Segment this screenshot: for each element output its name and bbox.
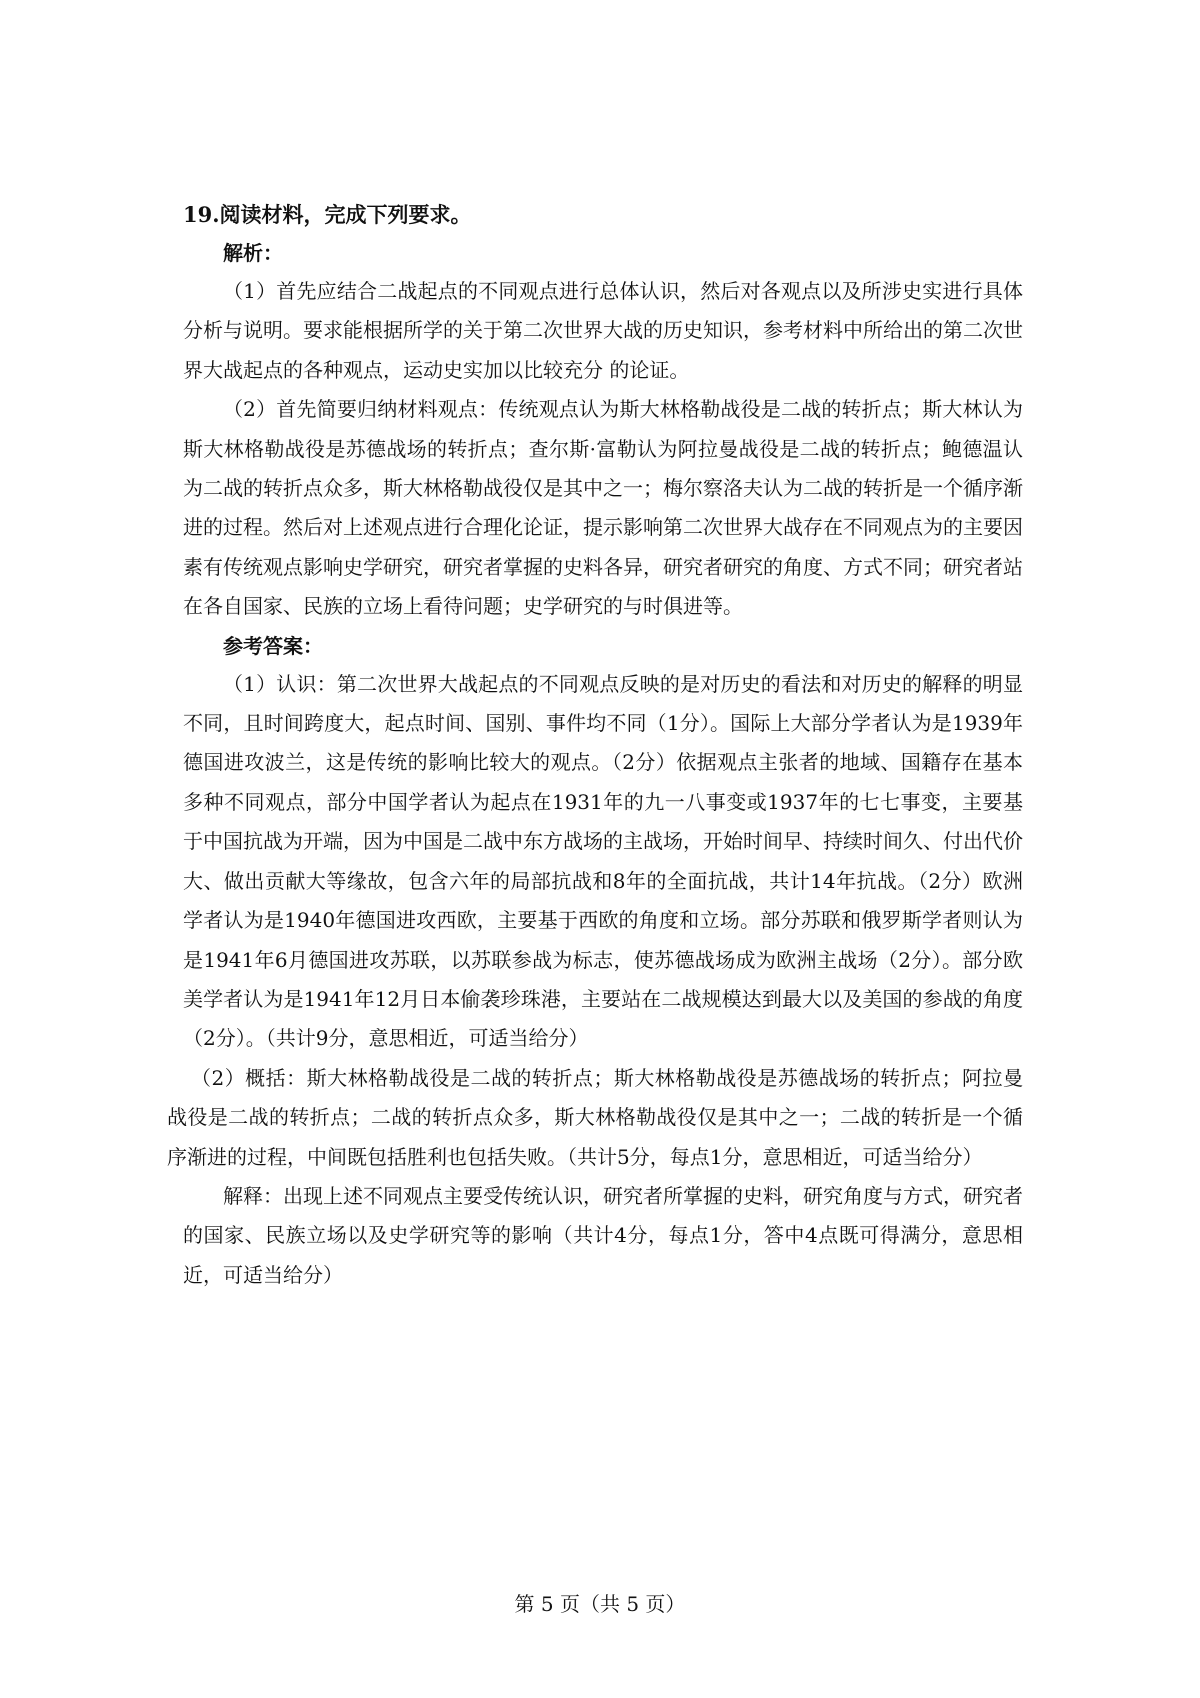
answer-paragraph-2: （2）概括：斯大林格勒战役是二战的转折点；斯大林格勒战役是苏德战场的转折点；阿拉曼战役是二战的转折点；二战的转折点众多，斯大林格勒战役仅是其中之一；二战的转折是一个循序渐进的过程，中间既包括胜利也包括失败。（共计5分，每点1分，意思相近，可适当给分） (167, 1065, 1023, 1169)
analysis-label: 解析： (223, 241, 283, 265)
question-title: 19.阅读材料，完成下列要求。 (183, 202, 472, 227)
answer-label: 参考答案： (223, 633, 323, 658)
document-content (167, 196, 1023, 1295)
analysis-paragraph-2: （2）首先简要归纳材料观点：传统观点认为斯大林格勒战役是二战的转折点；斯大林认为斯大林格勒战役是苏德战场的转折点；查尔斯·富勒认为阿拉曼战役是二战的转折点；鲍德温认为二战的转折点众多，斯大林格勒战役仅是其中之一；梅尔察洛夫认为二战的转折是一个循序渐进的过程。然后对上述观点进行合理化论证，提示影响第二次世界大战存在不同观点为的主要因素有传统观点影响史学研究，研究者掌握的史料各异，研究者研究的角度、方式不同；研究者站在各自国家、民族的立场上看待问题；史学研究的与时俱进等。 (183, 397, 1023, 619)
page-number-footer: 第 5 页（共 5 页） (514, 1592, 686, 1616)
analysis-paragraph-1: （1）首先应结合二战起点的不同观点进行总体认识，然后对各观点以及所涉史实进行具体分析与说明。要求能根据所学的关于第二次世界大战的历史知识，参考材料中所给出的第二次世界大战起点的各种观点，运动史实加以比较充分 的论证。 (183, 279, 1023, 382)
answer-paragraph-1: （1）认识：第二次世界大战起点的不同观点反映的是对历史的看法和对历史的解释的明显不同，且时间跨度大，起点时间、国别、事件均不同（1分）。国际上大部分学者认为是1939年德国进攻波兰，这是传统的影响比较大的观点。（2分）依据观点主张者的地域、国籍存在基本多种不同观点，部分中国学者认为起点在1931年的九一八事变或1937年的七七事变，主要基于中国抗战为开端，因为中国是二战中东方战场的主战场，开始时间早、持续时间久、付出代价大、做出贡献大等缘故，包含六年的局部抗战和8年的全面抗战，共计14年抗战。（2分）欧洲学者认为是1940年德国进攻西欧，主要基于西欧的角度和立场。部分苏联和俄罗斯学者则认为是1941年6月德国进攻苏联，以苏联参战为标志，使苏德战场成为欧洲主战场（2分）。部分欧美学者认为是1941年12月日本偷袭珍珠港，主要站在二战规模达到最大以及美国的参战的角度（2分）。（共计9分，意思相近，可适当给分） (183, 671, 1023, 1051)
answer-paragraph-3: 解释：出现上述不同观点主要受传统认识，研究者所掌握的史料，研究角度与方式，研究者的国家、民族立场以及史学研究等的影响（共计4分，每点1分，答中4点既可得满分，意思相近，可适当给分） (183, 1183, 1023, 1287)
